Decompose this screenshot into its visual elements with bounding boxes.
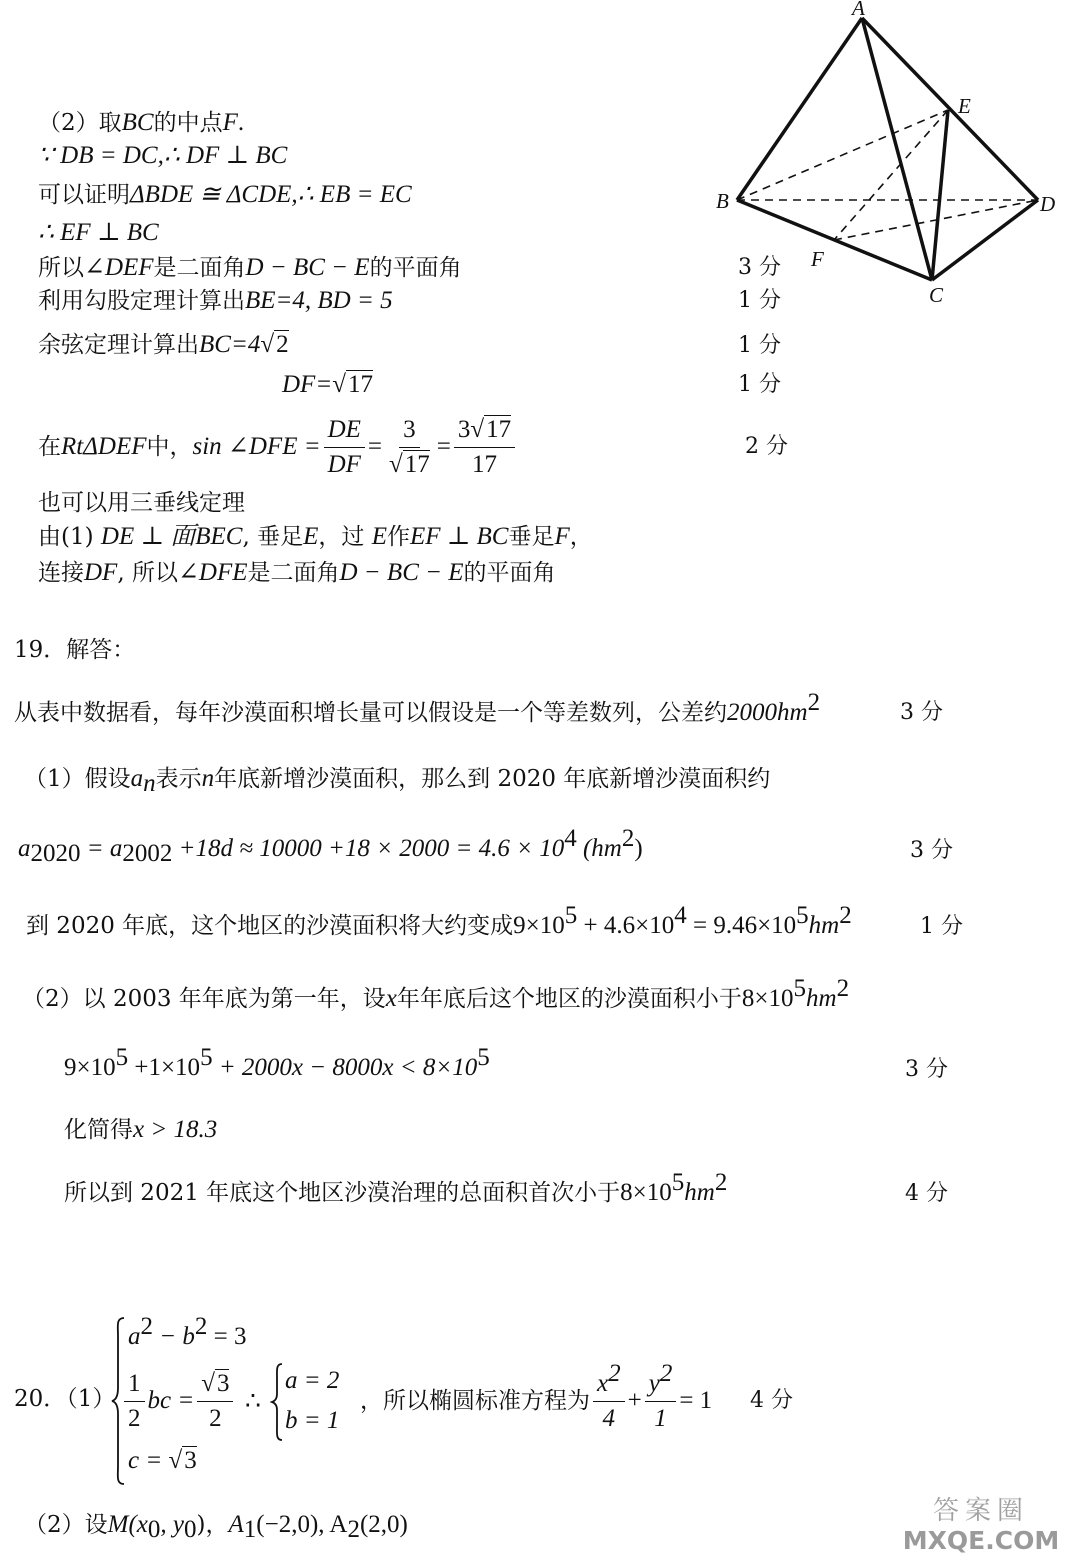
score-2: 1 分 [738,288,781,313]
s18-line6: 利用勾股定理计算出BE=4, BD = 5 [38,287,393,314]
s18-line9: 在 RtΔDEF 中， sin ∠DFE = $\frac{DE}{DF}$ = $\frac{3}{√17}$ = $\frac{3√17}{17}$ [38,412,518,482]
s20-ellipse-eq: ，所以椭圆标准方程为 $\frac{x^2}{4}$ + $\frac{y^2}{1}$ = 1 [360,1366,712,1436]
s20-therefore: ∴ [245,1388,261,1415]
score-3: 1 分 [738,333,781,358]
s19-score4: 3 分 [905,1057,948,1082]
label-C: C [929,283,944,307]
s18-line11: 由(1) DE ⊥ 面BEC, 垂足E，过 E作EF ⊥ BC垂足F， [38,523,593,550]
label-E: E [958,94,971,118]
s19-heading: 19．解答： [14,637,136,663]
s19-para3: 到 2020 年底，这个地区的沙漠面积将大约变成$9\times 10^5 + 4.6\times 10^4 = 9.46\times 10^5hm^2$ [26,902,852,939]
label-D: D [1040,192,1056,216]
s20-result-a: a = 2 [285,1367,340,1394]
frac-de-df: $\frac{DE}{DF}$ [324,413,365,482]
edge-AD [862,18,1038,200]
s19-conclusion: 所以到 2021 年底这个地区沙漠治理的总面积首次小于$8\times 10^5hm^2$ [64,1169,728,1206]
s19-score5: 4 分 [905,1181,948,1206]
s18-line5: 所以∠DEF是二面角D − BC − E的平面角 [38,254,462,281]
frac-3sqrt17-17: $\frac{3√17}{17}$ [454,413,515,482]
s19-formula1: $a_{2020} = a_{2002} +18d \approx 10000 +18 \times 2000 = 4.6 \times 10^4$ $(hm^2)$ [18,825,643,867]
score-4: 1 分 [738,372,781,397]
s20-eq3: c = √3 [128,1447,197,1474]
watermark-logo [896,1495,1066,1559]
s18-line8: DF=√17 [282,371,373,398]
s20-result-b: b = 1 [285,1407,340,1434]
s19-simplify: 化简得x > 18.3 [64,1116,218,1143]
label-F: F [811,247,824,271]
s19-para2: （1）假设$a_n$表示n年底新增沙漠面积，那么到 2020 年底新增沙漠面积约 [24,765,771,797]
edge-CD [932,200,1038,280]
s20-score: 4 分 [750,1388,793,1413]
label-A: A [852,0,865,20]
frac-y2-1: $\frac{y^2}{1}$ [645,1367,677,1436]
s18-line3: 可以证明ΔBDE ≅ ΔCDE,∴ EB = EC [38,181,412,208]
edge-AB [737,18,862,200]
s18-line7: 余弦定理计算出BC=4√2 [38,331,289,358]
result-brace [270,1362,284,1442]
frac-sqrt3-2: $\frac{√3}{2}$ [197,1367,233,1436]
frac-3-sqrt17: $\frac{3}{√17}$ [385,413,434,482]
edge-CE [932,110,948,280]
edge-AC [862,18,932,280]
s19-inequality: $9\times 10^5 +1\times 10^5 + 2000x - 8000x < 8\times 10^5$ [64,1044,490,1081]
s18-line10: 也可以用三垂线定理 [38,490,245,516]
s18-line12: 连接DF, 所以∠DFE是二面角D − BC − E的平面角 [38,559,556,586]
s20-eq1: $a^2 - b^2 = 3$ [128,1313,247,1350]
s20-heading: 20．（1） [14,1386,116,1412]
label-B: B [716,189,729,213]
frac-x2-4: $\frac{x^2}{4}$ [593,1367,625,1436]
s19-score2: 3 分 [910,838,953,863]
s20-eq2: $\frac{1}{2}$ bc = $\frac{√3}{2}$ [124,1366,236,1436]
watermark-line2: MXQE.COM [902,1526,1060,1555]
score-5: 2 分 [745,434,788,459]
s18-line4: ∴ EF ⊥ BC [38,219,159,246]
s18-line1: （2）取BC的中点F. [38,109,245,136]
frac-half: $\frac{1}{2}$ [124,1367,145,1436]
s18-line2: ∵ DB = DC,∴ DF ⊥ BC [38,142,288,169]
s19-para4: （2）以 2003 年年底为第一年，设x年年底后这个地区的沙漠面积小于$8\times 10^5hm^2$ [22,975,850,1012]
s19-para1: 从表中数据看，每年沙漠面积增长量可以假设是一个等差数列，公差约$2000hm^2$ [14,689,821,726]
s19-score3: 1 分 [920,914,963,939]
s20-part2: （2）设$M(x_0$, $y_0$)，$A_1(-2,0)$, $A_2(2,0)$ [24,1511,408,1543]
score-1: 3 分 [738,255,781,280]
watermark-line1: 答案圈 [932,1496,1029,1526]
s19-score1: 3 分 [900,700,943,725]
